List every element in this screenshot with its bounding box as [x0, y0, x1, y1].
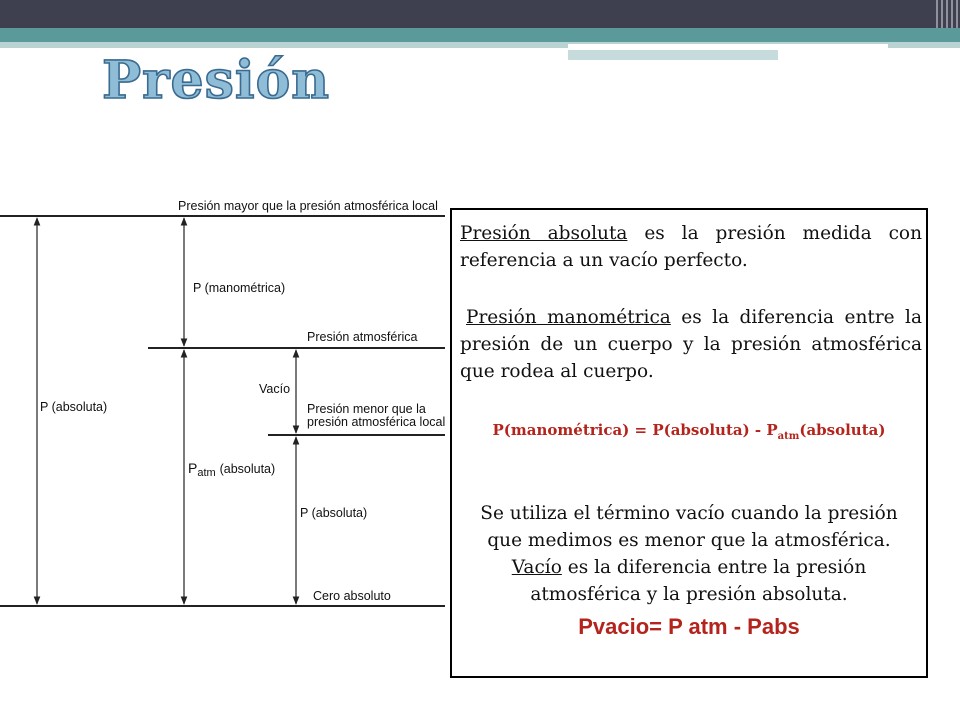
label-atmospheric: Presión atmosférica [307, 330, 418, 344]
paragraph-absolute: Presión absoluta es la presión medida con referencia a un vacío perfecto. [460, 223, 922, 271]
label-absoluta-left: P (absoluta) [40, 400, 108, 414]
pressure-diagram [0, 190, 450, 630]
gauge-formula: P(manométrica) = P(absoluta) - $P_{atm}(absoluta)$ [492, 421, 886, 442]
header-accent-bar [568, 50, 778, 60]
paragraph-vacuum: Se utiliza el término vacío cuando la presión que medimos es menor que la atmosférica. Vacío es la diferencia entre la presión atmosférica y la presión absoluta. [480, 503, 898, 605]
label-absoluta-right: P (absoluta) [300, 506, 368, 520]
label-below-atm-2: presión atmosférica local [307, 415, 446, 429]
label-vacio: Vacío [259, 382, 291, 396]
header-bar-dark [0, 0, 960, 28]
header-bar-teal [0, 28, 960, 42]
label-absolute-zero: Cero absoluto [313, 589, 391, 603]
definitions-box [450, 208, 928, 678]
header-accent-line [568, 44, 888, 49]
paragraph-gauge: Presión manométrica es la diferencia entre la presión de un cuerpo y la presión atmosférica que rodea al cuerpo. [460, 307, 922, 382]
label-above-atm: Presión mayor que la presión atmosférica local [178, 199, 438, 213]
vacuum-formula: Pvacio= P atm - Pabs [578, 614, 800, 639]
term-gauge: Presión manométrica [466, 307, 671, 328]
term-absolute: Presión absoluta [460, 223, 628, 244]
term-vacuum: Vacío [511, 557, 562, 578]
label-manometrica: P (manométrica) [193, 281, 286, 295]
slide-title: Presión [102, 50, 331, 111]
label-patm: $P_{atm}$ (absoluta) [188, 460, 276, 479]
label-below-atm-1: Presión menor que la [307, 402, 426, 416]
corner-stripes [932, 0, 960, 28]
